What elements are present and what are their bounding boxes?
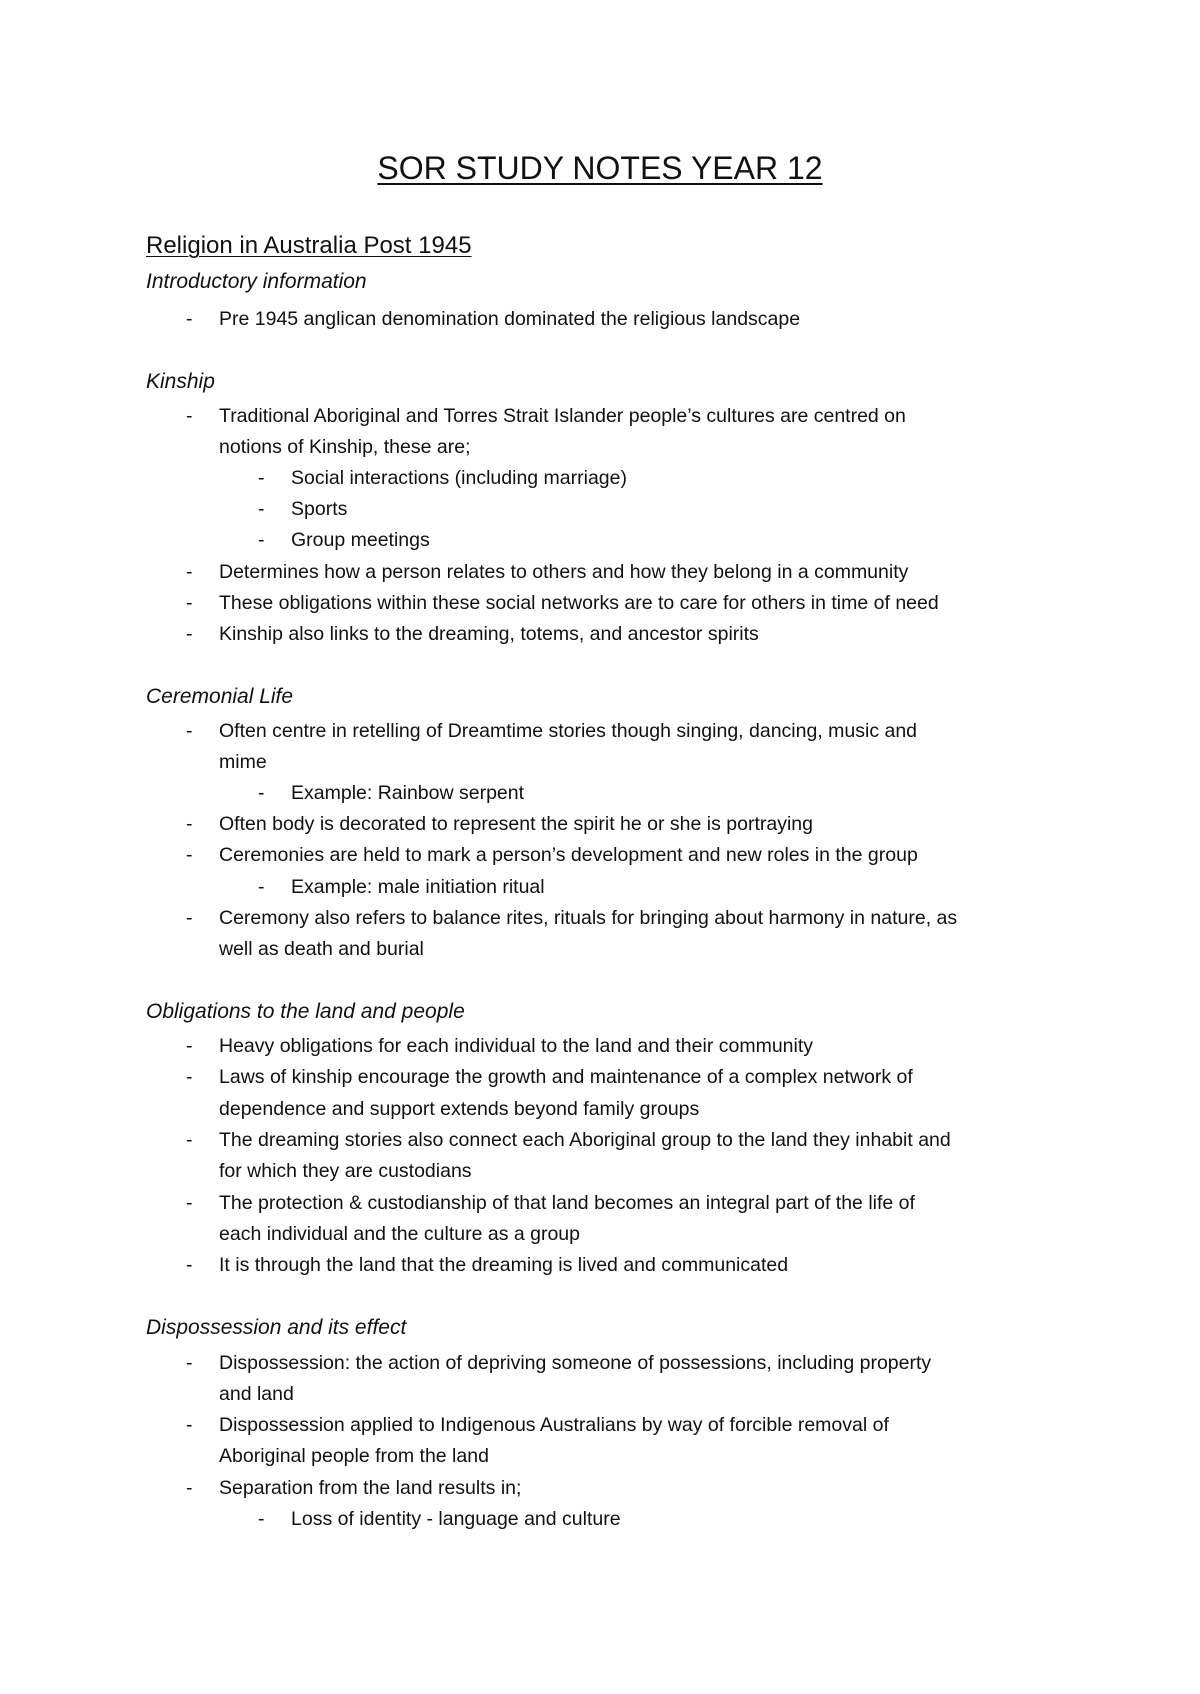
subsection-heading-kinship: Kinship xyxy=(146,370,215,393)
section-heading: Religion in Australia Post 1945 xyxy=(146,232,472,259)
bullet-dash: - xyxy=(186,1254,193,1276)
bullet-dash: - xyxy=(258,467,265,489)
bullet-dash: - xyxy=(186,1477,193,1499)
bullet-dash: - xyxy=(186,1352,193,1374)
bullet-dash: - xyxy=(186,813,193,835)
bullet-dash: - xyxy=(186,1066,193,1088)
bullet-dash: - xyxy=(258,876,265,898)
document-page: SOR STUDY NOTES YEAR 12 Religion in Australia Post 1945 Introductory information - Pre 1945 anglican denomination dominated the religious landscape Kinship - Traditional Aboriginal and Torres Strait Islander people’s cultures are centred on notions of Kinship, these are; - Social interactions (including marriage) - Sports - Group meetings - Determines how a person relates to others and how they belong in a community - These obligations within these social networks are to care for others in time of need - Kinship also links to the dreaming, totems, and ancestor spirits Ceremonial Life - Often centre in retelling of Dreamtime stories though singing, dancing, music and mime - Example: Rainbow serpent - Often body is decorated to represent the spirit he or she is portraying - Ceremonies are held to mark a person’s development and new roles in the group - Example: male initiation ritual - Ceremony also refers to balance rites, rituals for bringing about harmony in nature, as well as death and burial Obligations to the land and people - Heavy obligations for each individual to the land and their community - Laws of kinship encourage the growth and maintenance of a complex network of dependence and support extends beyond family groups - The dreaming stories also connect each Aboriginal group to the land they inhabit and for which they are custodians - The protection & custodianship of that land becomes an integral part of the life of each individual and the culture as a group - It is through the land that the dreaming is lived and communicated Dispossession and its effect - Dispossession: the action of depriving someone of possessions, including property and land - Dispossession applied to Indigenous Australians by way of forcible removal of Aboriginal people from the land - Separation from the land results in; - Loss of identity - language and culture xyxy=(0,0,1200,1694)
bullet-dash: - xyxy=(258,498,265,520)
subsection-heading-dispossession: Dispossession and its effect xyxy=(146,1316,407,1339)
document-title: SOR STUDY NOTES YEAR 12 xyxy=(377,150,823,186)
bullet-dash: - xyxy=(258,1508,265,1530)
bullet-dash: - xyxy=(186,1414,193,1436)
bullet-dash: - xyxy=(186,561,193,583)
bullet-dash: - xyxy=(186,1035,193,1057)
bullet-dash: - xyxy=(186,720,193,742)
bullet-dash: - xyxy=(186,1129,193,1151)
bullet-dash: - xyxy=(186,623,193,645)
bullet-dash: - xyxy=(186,907,193,929)
bullet-dash: - xyxy=(186,405,193,427)
bullet-dash: - xyxy=(186,592,193,614)
bullet-dash: - xyxy=(186,1192,193,1214)
bullet-dash: - xyxy=(258,529,265,551)
bullet-dash: - xyxy=(258,782,265,804)
subsection-heading-ceremonial-life: Ceremonial Life xyxy=(146,685,294,708)
subsection-heading-obligations: Obligations to the land and people xyxy=(146,1000,465,1023)
bullet-dash: - xyxy=(186,844,193,866)
subsection-heading-introductory: Introductory information xyxy=(146,270,367,293)
bullet-dash: - xyxy=(186,308,193,330)
